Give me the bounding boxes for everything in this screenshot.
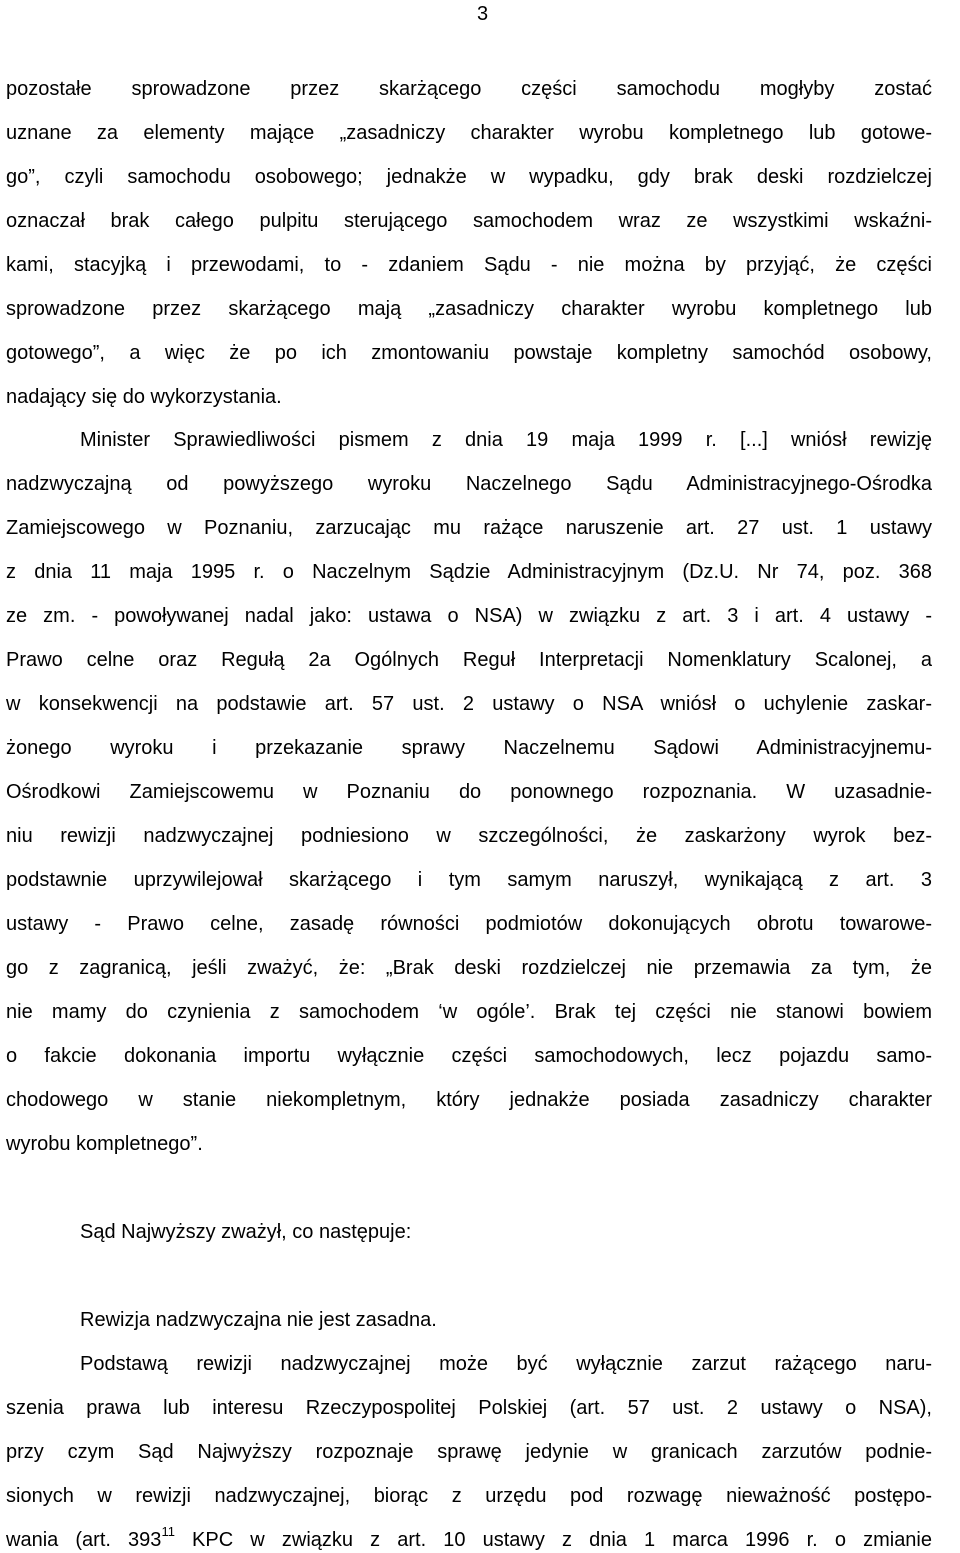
text-segment: wania (art. 393 (6, 1529, 162, 1551)
text-line: nadzwyczajną od powyższego wyroku Naczelnego Sądu Administracyjnego-Ośrodka (6, 473, 932, 495)
text-line: Zamiejscowego w Poznaniu, zarzucając mu rażące naruszenie art. 27 ust. 1 ustawy (6, 517, 932, 539)
text-line: sprowadzone przez skarżącego mają „zasadniczy charakter wyrobu kompletnego lub (6, 298, 932, 320)
text-line: nadający się do wykorzystania. (6, 386, 282, 408)
text-line: Minister Sprawiedliwości pismem z dnia 19 maja 1999 r. [...] wniósł rewizję (80, 429, 932, 451)
text-line: podstawnie uprzywilejował skarżącego i tym samym naruszył, wynikającą z art. 3 (6, 869, 932, 891)
text-line: oznaczał brak całego pulpitu sterującego samochodem wraz ze wszystkimi wskaźni- (6, 210, 932, 232)
text-line: niu rewizji nadzwyczajnej podniesiono w szczególności, że zaskarżony wyrok bez- (6, 825, 932, 847)
page-number: 3 (477, 3, 489, 25)
text-line: wyrobu kompletnego”. (6, 1133, 203, 1155)
text-line: chodowego w stanie niekompletnym, który jednakże posiada zasadniczy charakter (6, 1089, 932, 1111)
text-line: sionych w rewizji nadzwyczajnej, biorąc z urzędu pod rozwagę nieważność postępo- (6, 1485, 932, 1507)
text-line (6, 1524, 933, 1553)
text-line: w konsekwencji na podstawie art. 57 ust. 2 ustawy o NSA wniósł o uchylenie zaskar- (6, 693, 932, 715)
text-line: z dnia 11 maja 1995 r. o Naczelnym Sądzie Administracyjnym (Dz.U. Nr 74, poz. 368 (6, 561, 932, 583)
text-line: pozostałe sprowadzone przez skarżącego części samochodu mogłyby zostać (6, 78, 932, 100)
text-line: nie mamy do czynienia z samochodem ‘w ogóle’. Brak tej części nie stanowi bowiem (6, 1001, 932, 1023)
text-line: uznane za elementy mające „zasadniczy charakter wyrobu kompletnego lub gotowe- (6, 122, 932, 144)
text-line: ustawy - Prawo celne, zasadę równości podmiotów dokonujących obrotu towarowe- (6, 913, 932, 935)
text-line: przy czym Sąd Najwyższy rozpoznaje sprawę jedynie w granicach zarzutów podnie- (6, 1441, 932, 1463)
verdict-line: Rewizja nadzwyczajna nie jest zasadna. (80, 1309, 437, 1331)
section-heading: Sąd Najwyższy zważył, co następuje: (80, 1221, 412, 1243)
text-line: o fakcie dokonania importu wyłącznie części samochodowych, lecz pojazdu samo- (6, 1045, 932, 1067)
text-line: gotowego”, a więc że po ich zmontowaniu powstaje kompletny samochód osobowy, (6, 342, 932, 364)
text-line: ze zm. - powoływanej nadal jako: ustawa o NSA) w związku z art. 3 i art. 4 ustawy - (6, 605, 932, 627)
text-line: kami, stacyjką i przewodami, to - zdaniem Sądu - nie można by przyjąć, że części (6, 254, 932, 276)
superscript: 11 (161, 1524, 175, 1540)
text-line: żonego wyroku i przekazanie sprawy Naczelnemu Sądowi Administracyjnemu- (6, 737, 932, 759)
text-segment: KPC w związku z art. 10 ustawy z dnia 1 marca 1996 r. o zmianie (174, 1529, 933, 1551)
text-line: Prawo celne oraz Regułą 2a Ogólnych Reguł Interpretacji Nomenklatury Scalonej, a (6, 649, 932, 671)
text-line: Ośrodkowi Zamiejscowemu w Poznaniu do ponownego rozpoznania. W uzasadnie- (6, 781, 932, 803)
text-line: Podstawą rewizji nadzwyczajnej może być wyłącznie zarzut rażącego naru- (80, 1353, 932, 1375)
text-line: szenia prawa lub interesu Rzeczypospolitej Polskiej (art. 57 ust. 2 ustawy o NSA), (6, 1397, 932, 1419)
text-line: go”, czyli samochodu osobowego; jednakże w wypadku, gdy brak deski rozdzielczej (6, 166, 932, 188)
text-line: go z zagranicą, jeśli zważyć, że: „Brak deski rozdzielczej nie przemawia za tym, że (6, 957, 932, 979)
